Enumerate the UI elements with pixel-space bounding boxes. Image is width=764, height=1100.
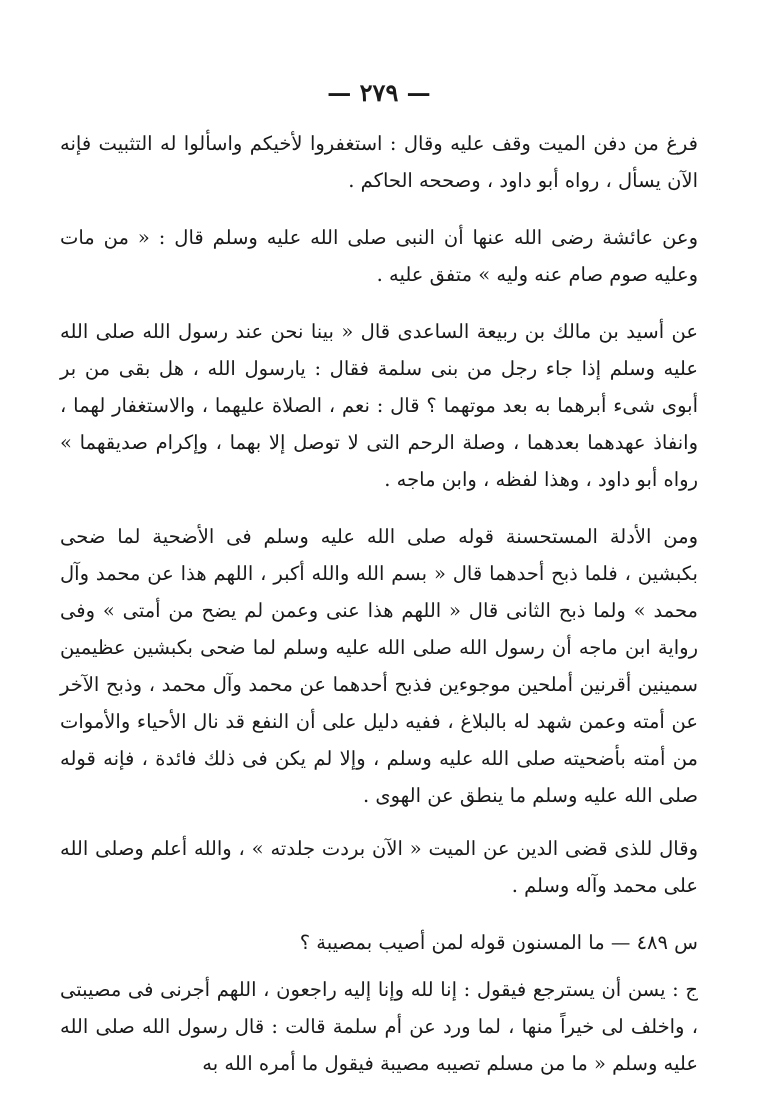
paragraph-debt-payment: وقال للذى قضى الدين عن الميت « الآن بردت جلدته » ، والله أعلم وصلى الله على محمد وآله وسلم . — [60, 837, 698, 897]
page-number: — ٢٧٩ — — [327, 78, 431, 107]
paragraph-usayd-parents: عن أسيد بن مالك بن ربيعة الساعدى قال « بينا نحن عند رسول الله صلى الله عليه وسلم إذا جاء رجل من بنى سلمة فقال : يارسول الله ، هل بقى من بر أبوى شىء أبرهما به بعد موتهما ؟ قال : نعم ، الصلاة عليهما ، والاستغفار لهما ، وانفاذ عهدهما بعدهما ، وصلة الرحم التى لا توصل إلا بهما ، وإكرام صديقهما » رواه أبو داود ، وهذا لفظه ، وابن ماجه . — [60, 320, 698, 491]
answer-489: ج : يسن أن يسترجع فيقول : إنا لله وإنا إليه راجعون ، اللهم أجرنى فى مصيبتى ، واخلف لى خيراً منها ، لما ورد عن أم سلمة قالت : قال رسول الله صلى الله عليه وسلم « ما من مسلم تصيبه مصيبة فيقول ما أمره الله به — [60, 978, 698, 1075]
paragraph-udhiyah-evidence: ومن الأدلة المستحسنة قوله صلى الله عليه وسلم فى الأضحية لما ضحى بكبشين ، فلما ذبح أحدهما قال « بسم الله والله أكبر ، اللهم هذا عن محمد وآل محمد » ولما ذبح الثانى قال « اللهم هذا عنى وعمن لم يضح من أمتى » وفى رواية ابن ماجه أن رسول الله صلى الله عليه وسلم لما ضحى بكبشين عظيمين سمينين أقرنين أملحين موجوءين فذبح أحدهما عن محمد وآل محمد ، وذبح الآخر عن أمته وعمن شهد له بالبلاغ ، ففيه دليل على أن النفع قد نال الأحياء والأموات من أمته بأضحيته صلى الله عليه وسلم ، وإلا لم يكن فى ذلك فائدة ، فإنه قوله صلى الله عليه وسلم ما ينطق عن الهوى . — [60, 525, 698, 807]
paragraph-burial-istighfar: فرغ من دفن الميت وقف عليه وقال : استغفروا لأخيكم واسألوا له التثبيت فإنه الآن يسأل ، رواه أبو داود ، وصححه الحاكم . — [60, 132, 698, 192]
paragraph-aisha-fasting: وعن عائشة رضى الله عنها أن النبى صلى الله عليه وسلم قال : « من مات وعليه صوم صام عنه وليه » متفق عليه . — [60, 226, 698, 286]
question-489: س ٤٨٩ — ما المسنون قوله لمن أصيب بمصيبة ؟ — [299, 931, 698, 954]
